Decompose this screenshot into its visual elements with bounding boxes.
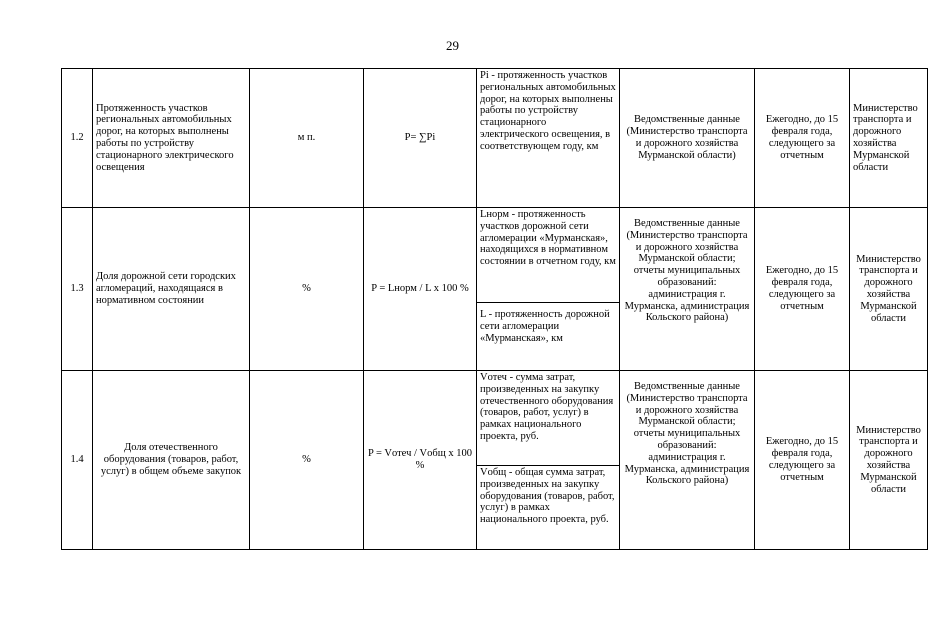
responsible: Министерство транспорта и дорожного хозяйства Мурманской области (850, 69, 928, 208)
definition: Lнорм - протяженность участков дорожной сети агломерации «Мурманская», находящихся в нормативном состоянии в отчетном году, км (477, 208, 620, 303)
page-number: 29 (446, 38, 459, 53)
formula: P= ∑Pi (364, 69, 477, 208)
definition: Vотеч - сумма затрат, произведенных на закупку отечественного оборудования (товаров, работ, услуг) в рамках национального проекта, руб. (477, 371, 620, 466)
responsible: Министерство транспорта и дорожного хозяйства Мурманской области (850, 208, 928, 371)
unit: % (250, 208, 364, 371)
responsible: Министерство транспорта и дорожного хозяйства Мурманской области (850, 371, 928, 550)
table-row (62, 208, 928, 303)
formula: P = Lнорм / L x 100 % (364, 208, 477, 371)
indicator-name: Протяженность участков региональных автомобильных дорог, на которых выполнены работы по устройству стационарного электрического освещения (93, 69, 250, 208)
data-source: Ведомственные данные (Министерство транспорта и дорожного хозяйства Мурманской области) (620, 69, 755, 208)
indicators-table (61, 68, 928, 550)
frequency: Ежегодно, до 15 февраля года, следующего за отчетным (755, 371, 850, 550)
row-number: 1.4 (62, 371, 93, 550)
unit: м п. (250, 69, 364, 208)
table-row (62, 69, 928, 208)
data-source: Ведомственные данные (Министерство транспорта и дорожного хозяйства Мурманской области; отчеты муниципальных образований: администрация г. Мурманска, администрация Кольского района) (620, 208, 755, 371)
unit: % (250, 371, 364, 550)
data-source: Ведомственные данные (Министерство транспорта и дорожного хозяйства Мурманской области; отчеты муниципальных образований: администрация г. Мурманска, администрация Кольского района) (620, 371, 755, 550)
indicator-name: Доля дорожной сети городских агломераций, находящаяся в нормативном состоянии (93, 208, 250, 371)
definition: Vобщ - общая сумма затрат, произведенных на закупку оборудования (товаров, работ, услуг) в рамках национального проекта, руб. (477, 466, 620, 550)
row-number: 1.3 (62, 208, 93, 371)
table-row (62, 371, 928, 466)
definition: Pi - протяженность участков региональных автомобильных дорог, на которых выполнены работы по устройству стационарного электрического освещения, в соответствующем году, км (477, 69, 620, 208)
frequency: Ежегодно, до 15 февраля года, следующего за отчетным (755, 208, 850, 371)
definition: L - протяженность дорожной сети агломерации «Мурманская», км (477, 303, 620, 371)
formula: P = Vотеч / Vобщ x 100 % (364, 371, 477, 550)
frequency: Ежегодно, до 15 февраля года, следующего за отчетным (755, 69, 850, 208)
row-number: 1.2 (62, 69, 93, 208)
indicator-name: Доля отечественного оборудования (товаров, работ, услуг) в общем объеме закупок (93, 371, 250, 550)
